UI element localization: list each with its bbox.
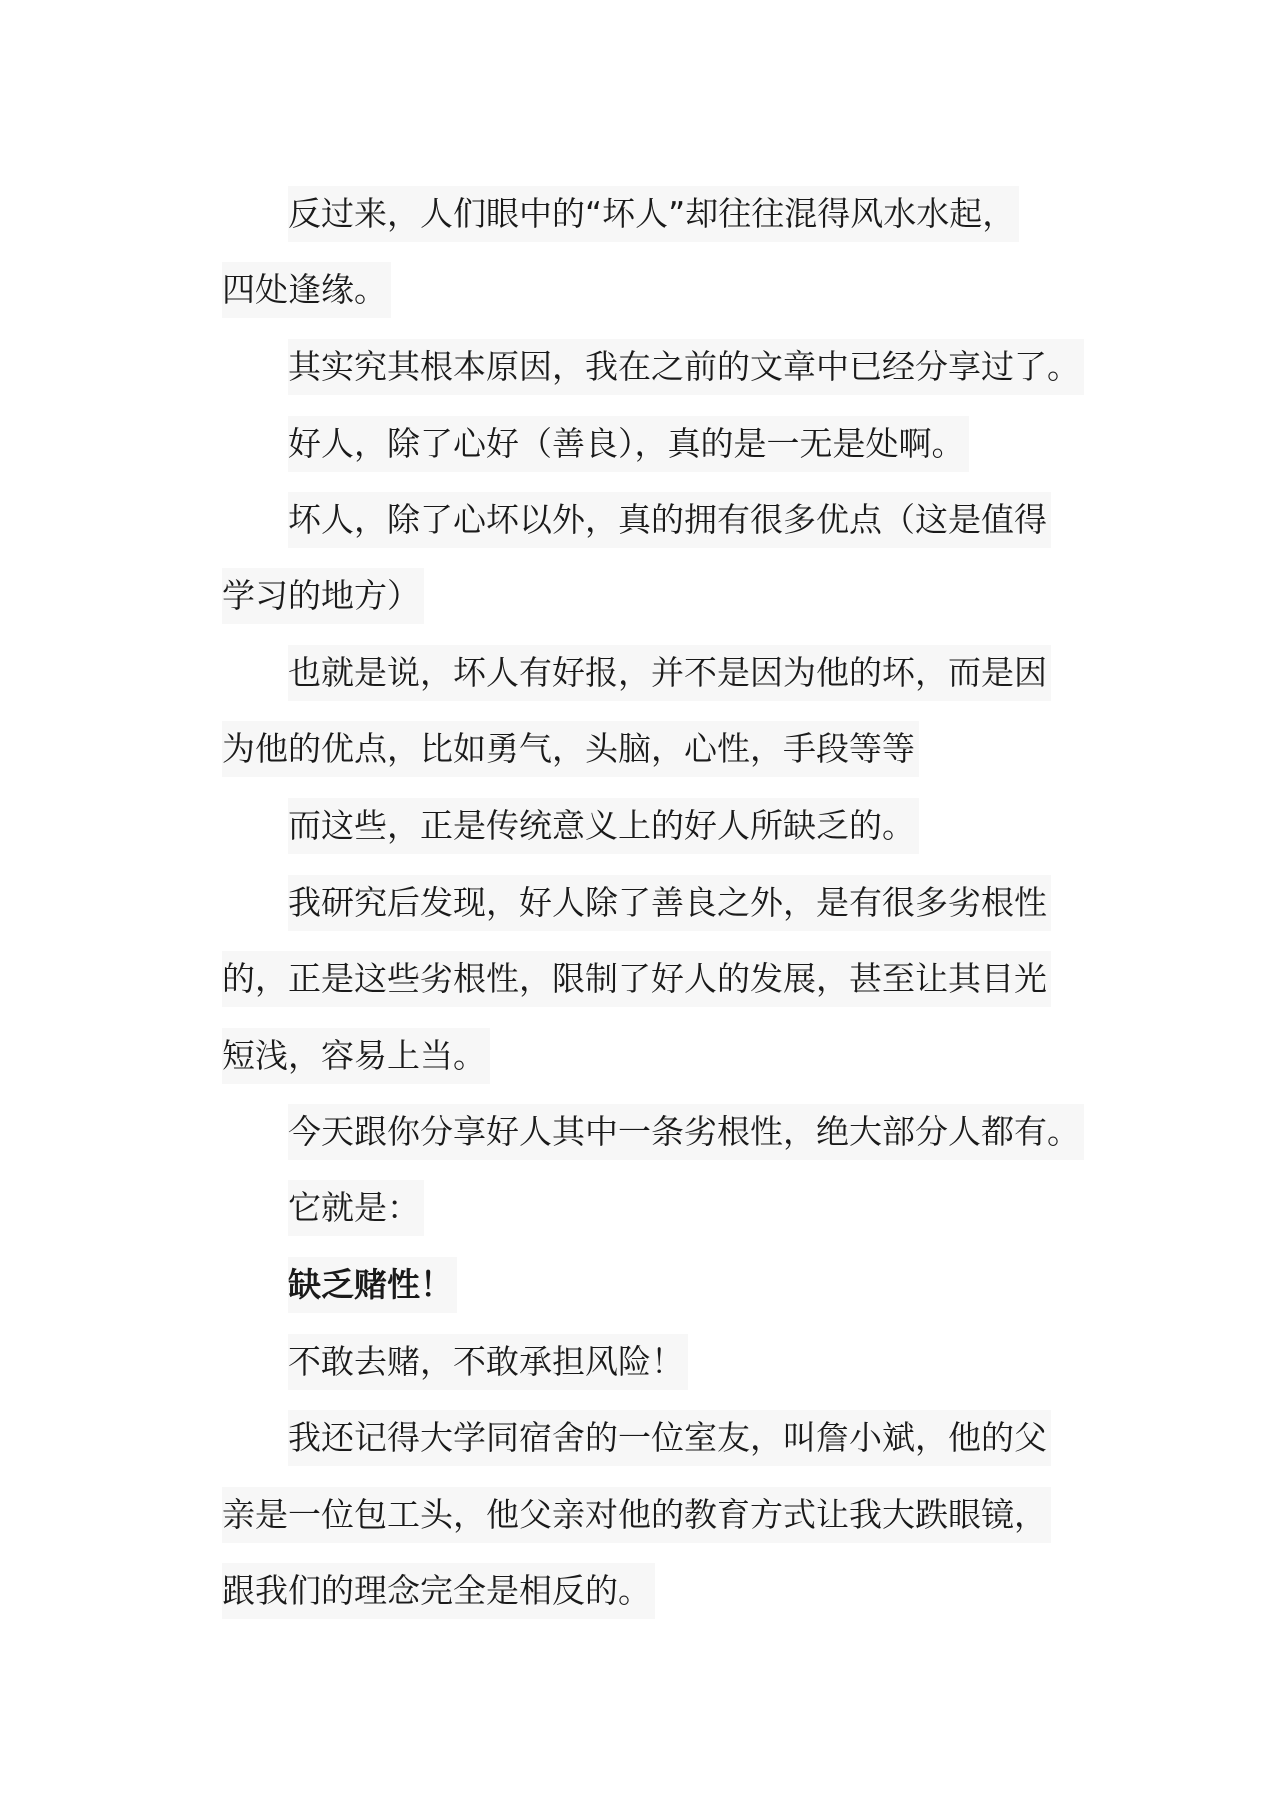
text-line: 它就是： [288,1180,424,1236]
text-line: 坏人，除了心坏以外，真的拥有很多优点（这是值得 [288,492,1051,548]
text-line: 也就是说，坏人有好报，并不是因为他的坏，而是因 [288,645,1051,701]
text-line: 反过来，人们眼中的“坏人”却往往混得风水水起， [288,186,1019,242]
text-line: 跟我们的理念完全是相反的。 [222,1563,655,1619]
text-line: 亲是一位包工头，他父亲对他的教育方式让我大跌眼镜， [222,1487,1051,1543]
text-line: 我还记得大学同宿舍的一位室友，叫詹小斌，他的父 [288,1410,1051,1466]
text-line: 今天跟你分享好人其中一条劣根性，绝大部分人都有。 [288,1104,1084,1160]
text-line: 不敢去赌，不敢承担风险！ [288,1334,688,1390]
text-line: 好人，除了心好（善良），真的是一无是处啊。 [288,416,969,472]
text-line: 为他的优点，比如勇气，头脑，心性，手段等等 [222,721,919,777]
text-line: 我研究后发现，好人除了善良之外，是有很多劣根性 [288,875,1051,931]
text-line: 短浅，容易上当。 [222,1028,490,1084]
text-line: 而这些，正是传统意义上的好人所缺乏的。 [288,798,919,854]
text-line: 的，正是这些劣根性，限制了好人的发展，甚至让其目光 [222,951,1051,1007]
text-line: 学习的地方） [222,568,424,624]
heading-line: 缺乏赌性！ [288,1257,457,1313]
text-line: 其实究其根本原因，我在之前的文章中已经分享过了。 [288,339,1084,395]
text-line: 四处逢缘。 [222,262,391,318]
